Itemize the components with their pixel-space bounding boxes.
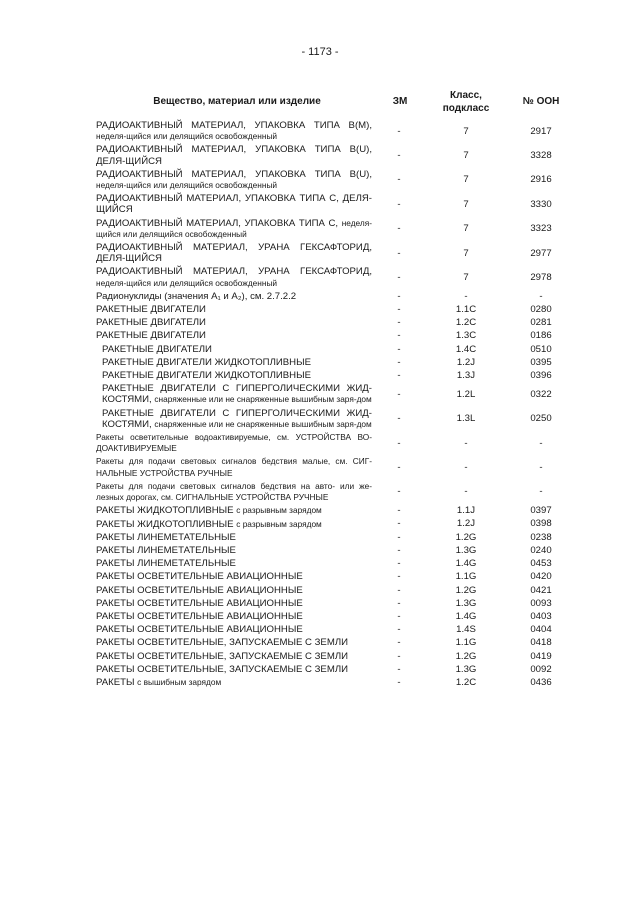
substance-name-qualifier: снаряженные или не снаряженные вышибным заря-дом: [154, 418, 372, 429]
zm-cell: -: [397, 330, 401, 342]
zm-cell: -: [397, 624, 401, 636]
table-row: [96, 407, 576, 431]
substance-name: [96, 356, 372, 369]
un-number-cell: 0396: [530, 370, 552, 382]
zm-cell: -: [397, 223, 401, 235]
class-cell: 7: [463, 198, 469, 210]
column-header-class: [426, 89, 506, 115]
table-row: [96, 316, 576, 329]
substance-name-main: РАКЕТЫ ЖИДКОТОПЛИВНЫЕ: [96, 518, 237, 530]
substance-name: [96, 431, 372, 455]
substance-name-qualifier: Ракеты для подачи световых сигналов бедствия на авто- или же-лезных дорогах, см. СИГНАЛЬНЫЕ УСТРОЙСТВА РУЧНЫЕ: [96, 480, 372, 503]
un-number-cell: 2917: [530, 125, 552, 137]
class-cell: 1.4G: [455, 558, 477, 570]
class-cell: 1.1G: [455, 571, 477, 583]
substance-name-qualifier: снаряженные или не снаряженные вышибным заря-дом: [154, 394, 372, 405]
zm-cell: -: [397, 413, 401, 425]
substance-name-qualifier: неделя-щийся или делящийся освобожденный: [96, 277, 278, 288]
zm-cell: -: [397, 198, 401, 210]
class-cell: 1.2J: [456, 356, 476, 368]
zm-cell: -: [397, 584, 401, 596]
class-cell: 1.1J: [456, 505, 476, 517]
table-row: [96, 168, 576, 192]
un-number-cell: 2916: [530, 174, 552, 186]
un-number-cell: 3323: [530, 223, 552, 235]
substance-name-main: РАКЕТЫ ОСВЕТИТЕЛЬНЫЕ АВИАЦИОННЫЕ: [96, 624, 303, 636]
table-header: [96, 89, 576, 117]
substance-name: [96, 303, 372, 316]
substance-name: [96, 316, 372, 329]
substance-name-main: РАКЕТЫ: [96, 676, 138, 688]
un-number-cell: 0240: [530, 544, 552, 556]
substance-name-qualifier: с вышибным зарядом: [137, 676, 222, 687]
zm-cell: -: [397, 317, 401, 329]
class-cell: 7: [463, 174, 469, 186]
substance-name: [96, 531, 372, 544]
zm-cell: -: [397, 676, 401, 688]
class-cell: 1.3G: [455, 663, 477, 675]
table-row: [96, 369, 576, 382]
zm-cell: -: [397, 304, 401, 316]
class-cell: -: [464, 486, 468, 498]
un-number-cell: 0238: [530, 531, 552, 543]
table-body: [96, 119, 576, 689]
zm-cell: -: [397, 571, 401, 583]
table-row: [96, 265, 576, 289]
zm-cell: -: [397, 370, 401, 382]
substance-name-qualifier: неделя-щийся или делящийся освобожденный: [96, 217, 372, 239]
zm-cell: -: [397, 247, 401, 259]
substance-name: [96, 518, 372, 531]
substance-name: [96, 480, 372, 504]
substance-name: [96, 241, 372, 265]
un-number-cell: 0397: [530, 505, 552, 517]
column-header-class-line1: Класс,: [450, 90, 482, 101]
un-number-cell: -: [539, 486, 543, 498]
zm-cell: -: [397, 174, 401, 186]
substance-name-main: РАДИОАКТИВНЫЙ МАТЕРИАЛ, УПАКОВКА ТИПА B(M),: [96, 120, 372, 131]
table-row: [96, 610, 576, 623]
table-row: [96, 597, 576, 610]
table-row: [96, 531, 576, 544]
class-cell: 1.1G: [455, 637, 477, 649]
table-row: [96, 663, 576, 676]
substance-name: [96, 610, 372, 623]
table-row: [96, 192, 576, 216]
substance-name: [96, 369, 372, 382]
substance-name-main: РАКЕТНЫЕ ДВИГАТЕЛИ: [96, 317, 206, 329]
un-number-cell: 0404: [530, 624, 552, 636]
substance-name-main: РАКЕТНЫЕ ДВИГАТЕЛИ ЖИДКОТОПЛИВНЫЕ: [102, 356, 311, 368]
un-number-cell: 3330: [530, 198, 552, 210]
un-number-cell: 0395: [530, 356, 552, 368]
class-cell: -: [464, 462, 468, 474]
substance-name-qualifier: Ракеты осветительные водоактивируемые, см. УСТРОЙСТВА ВО-ДОАКТИВИРУЕМЫЕ: [96, 432, 372, 454]
table-row: [96, 431, 576, 455]
un-number-cell: 0421: [530, 584, 552, 596]
substance-name-main: РАДИОАКТИВНЫЙ МАТЕРИАЛ, УПАКОВКА ТИПА B(U), ДЕЛЯ-ЩИЙСЯ: [96, 144, 372, 167]
substance-name-main: РАКЕТНЫЕ ДВИГАТЕЛИ С ГИПЕРГОЛИЧЕСКИМИ ЖИД-КОСТЯМИ,: [102, 407, 372, 430]
class-cell: -: [464, 290, 468, 302]
table-row: [96, 676, 576, 689]
table-row: [96, 455, 576, 479]
substance-name-qualifier: неделя-щийся или делящийся освобожденный: [96, 180, 278, 191]
substance-name: [96, 557, 372, 570]
page-number: - 1173 -: [301, 46, 339, 58]
substance-name: [96, 343, 372, 356]
zm-cell: -: [397, 650, 401, 662]
substance-name-main: РАДИОАКТИВНЫЙ МАТЕРИАЛ, УПАКОВКА ТИПА B(U),: [96, 168, 372, 180]
substance-name: [96, 623, 372, 636]
class-cell: 1.4C: [455, 343, 477, 355]
substance-name-main: РАКЕТЫ ЛИНЕМЕТАТЕЛЬНЫЕ: [96, 558, 236, 570]
class-cell: 1.3C: [455, 330, 477, 342]
zm-cell: -: [397, 272, 401, 284]
table-row: [96, 143, 576, 167]
substance-name-main: РАКЕТЫ ОСВЕТИТЕЛЬНЫЕ, ЗАПУСКАЕМЫЕ С ЗЕМЛИ: [96, 637, 349, 649]
substance-name: [96, 143, 372, 167]
substance-name-main: РАДИОАКТИВНЫЙ МАТЕРИАЛ, УРАНА ГЕКСАФТОРИД, ДЕЛЯ-ЩИЙСЯ: [96, 242, 372, 265]
zm-cell: -: [397, 388, 401, 400]
un-number-cell: 0453: [530, 558, 552, 570]
class-cell: 1.3G: [455, 544, 477, 556]
un-number-cell: 0280: [530, 304, 552, 316]
substance-name: [96, 329, 372, 342]
table-row: [96, 623, 576, 636]
table-row: [96, 382, 576, 406]
substance-name-main: РАКЕТНЫЕ ДВИГАТЕЛИ С ГИПЕРГОЛИЧЕСКИМИ ЖИД-КОСТЯМИ,: [102, 383, 372, 406]
table-row: [96, 119, 576, 143]
table-row: [96, 544, 576, 557]
table-row: [96, 557, 576, 570]
substance-name: [96, 676, 372, 689]
substance-name: [96, 382, 372, 406]
substance-name: [96, 217, 372, 241]
substance-name-main: РАКЕТЫ ОСВЕТИТЕЛЬНЫЕ АВИАЦИОННЫЕ: [96, 571, 303, 583]
substance-name: [96, 407, 372, 431]
substance-name-qualifier: Ракеты для подачи световых сигналов бедствия малые, см. СИГ-НАЛЬНЫЕ УСТРОЙСТВА РУЧНЫЕ: [96, 456, 372, 478]
substance-name: [96, 597, 372, 610]
un-number-cell: 0281: [530, 317, 552, 329]
zm-cell: -: [397, 290, 401, 302]
table-row: [96, 650, 576, 663]
substance-name: [96, 504, 372, 517]
substance-name-qualifier: с разрывным зарядом: [236, 505, 322, 516]
un-number-cell: 0322: [530, 388, 552, 400]
un-number-cell: 2977: [530, 247, 552, 259]
substance-name: [96, 265, 372, 289]
class-cell: 1.4G: [455, 610, 477, 622]
substance-name-main: РАКЕТНЫЕ ДВИГАТЕЛИ: [102, 343, 212, 355]
un-number-cell: -: [539, 437, 543, 449]
class-cell: 1.3J: [456, 370, 476, 382]
column-header-substance: Вещество, материал или изделие: [153, 96, 321, 107]
zm-cell: -: [397, 150, 401, 161]
zm-cell: -: [397, 462, 401, 474]
un-number-cell: 3328: [530, 150, 552, 161]
substance-name-qualifier: с разрывным зарядом: [236, 518, 322, 529]
table-row: [96, 290, 576, 303]
un-number-cell: 0398: [530, 518, 552, 530]
substance-name-qualifier: неделя-щийся или делящийся освобожденный: [96, 131, 278, 142]
zm-cell: -: [397, 637, 401, 649]
substance-name-main: РАКЕТНЫЕ ДВИГАТЕЛИ: [96, 330, 206, 342]
substance-name-main: РАКЕТЫ ОСВЕТИТЕЛЬНЫЕ АВИАЦИОННЫЕ: [96, 597, 303, 609]
un-number-cell: -: [539, 290, 543, 302]
table-row: [96, 241, 576, 265]
class-cell: 7: [463, 272, 469, 284]
un-number-cell: 0419: [530, 650, 552, 662]
class-cell: 1.2J: [456, 518, 476, 530]
substance-name: [96, 192, 372, 216]
class-cell: 1.3G: [455, 597, 477, 609]
substance-name-main: РАКЕТЫ ЛИНЕМЕТАТЕЛЬНЫЕ: [96, 531, 236, 543]
zm-cell: -: [397, 486, 401, 498]
class-cell: 7: [463, 150, 469, 161]
substance-name-main: РАКЕТНЫЕ ДВИГАТЕЛИ: [96, 304, 206, 316]
table-row: [96, 480, 576, 504]
un-number-cell: 0420: [530, 571, 552, 583]
zm-cell: -: [397, 544, 401, 556]
substance-name: [96, 290, 372, 303]
substance-name: [96, 650, 372, 663]
table-row: [96, 343, 576, 356]
column-header-zm: ЗМ: [392, 96, 408, 107]
un-number-cell: 2978: [530, 272, 552, 284]
table-row: [96, 518, 576, 531]
un-number-cell: -: [539, 462, 543, 474]
substance-name-main: РАКЕТНЫЕ ДВИГАТЕЛИ ЖИДКОТОПЛИВНЫЕ: [102, 370, 311, 382]
un-number-cell: 0510: [530, 343, 552, 355]
zm-cell: -: [397, 518, 401, 530]
zm-cell: -: [397, 597, 401, 609]
un-number-cell: 0092: [530, 663, 552, 675]
table-row: [96, 504, 576, 517]
substance-name-main: РАДИОАКТИВНЫЙ МАТЕРИАЛ, УПАКОВКА ТИПА C, ДЕЛЯ-ЩИЙСЯ: [96, 193, 372, 216]
class-cell: 1.4S: [456, 624, 476, 636]
table-row: [96, 584, 576, 597]
class-cell: 1.2G: [455, 650, 477, 662]
substance-name-main: РАДИОАКТИВНЫЙ МАТЕРИАЛ, УРАНА ГЕКСАФТОРИД,: [96, 266, 372, 278]
class-cell: -: [464, 437, 468, 449]
table-row: [96, 570, 576, 583]
zm-cell: -: [397, 356, 401, 368]
class-cell: 1.2G: [455, 584, 477, 596]
un-number-cell: 0403: [530, 610, 552, 622]
table-row: [96, 329, 576, 342]
class-cell: 7: [463, 247, 469, 259]
class-cell: 1.3L: [456, 413, 476, 425]
substance-name-main: РАКЕТЫ ОСВЕТИТЕЛЬНЫЕ АВИАЦИОННЫЕ: [96, 610, 303, 622]
class-cell: 1.2C: [455, 317, 477, 329]
substance-name: [96, 544, 372, 557]
column-header-class-line2: подкласс: [442, 103, 490, 114]
substance-name-main: РАДИОАКТИВНЫЙ МАТЕРИАЛ, УПАКОВКА ТИПА C,: [96, 217, 342, 229]
table-row: [96, 303, 576, 316]
class-cell: 7: [463, 223, 469, 235]
class-cell: 1.2L: [456, 388, 476, 400]
substance-name-main: РАКЕТЫ ЛИНЕМЕТАТЕЛЬНЫЕ: [96, 544, 236, 556]
class-cell: 1.2G: [455, 531, 477, 543]
column-header-un-number: № ООН: [522, 96, 560, 107]
zm-cell: -: [397, 505, 401, 517]
zm-cell: -: [397, 437, 401, 449]
substance-name: [96, 663, 372, 676]
class-cell: 1.2C: [455, 676, 477, 688]
substance-name-main: РАКЕТЫ ОСВЕТИТЕЛЬНЫЕ, ЗАПУСКАЕМЫЕ С ЗЕМЛИ: [96, 650, 349, 662]
substance-name-main: РАКЕТЫ ОСВЕТИТЕЛЬНЫЕ АВИАЦИОННЫЕ: [96, 584, 303, 596]
substance-name-main: РАКЕТЫ ОСВЕТИТЕЛЬНЫЕ, ЗАПУСКАЕМЫЕ С ЗЕМЛИ: [96, 663, 349, 675]
un-number-cell: 0418: [530, 637, 552, 649]
substance-name-main: РАКЕТЫ ЖИДКОТОПЛИВНЫЕ: [96, 505, 237, 517]
substance-name: [96, 570, 372, 583]
table-row: [96, 356, 576, 369]
zm-cell: -: [397, 663, 401, 675]
class-cell: 1.1C: [455, 304, 477, 316]
substance-name: [96, 636, 372, 649]
class-cell: 7: [463, 125, 469, 137]
substance-name: [96, 168, 372, 192]
substance-name-main: Радионуклиды (значения A₁ и A₂), см. 2.7.2.2: [96, 290, 297, 302]
table-row: [96, 217, 576, 241]
substance-name: [96, 455, 372, 479]
zm-cell: -: [397, 343, 401, 355]
table-row: [96, 636, 576, 649]
un-number-cell: 0093: [530, 597, 552, 609]
zm-cell: -: [397, 558, 401, 570]
substance-name: [96, 584, 372, 597]
un-number-cell: 0436: [530, 676, 552, 688]
zm-cell: -: [397, 125, 401, 137]
zm-cell: -: [397, 610, 401, 622]
substance-name: [96, 119, 372, 143]
un-number-cell: 0186: [530, 330, 552, 342]
zm-cell: -: [397, 531, 401, 543]
un-number-cell: 0250: [530, 413, 552, 425]
